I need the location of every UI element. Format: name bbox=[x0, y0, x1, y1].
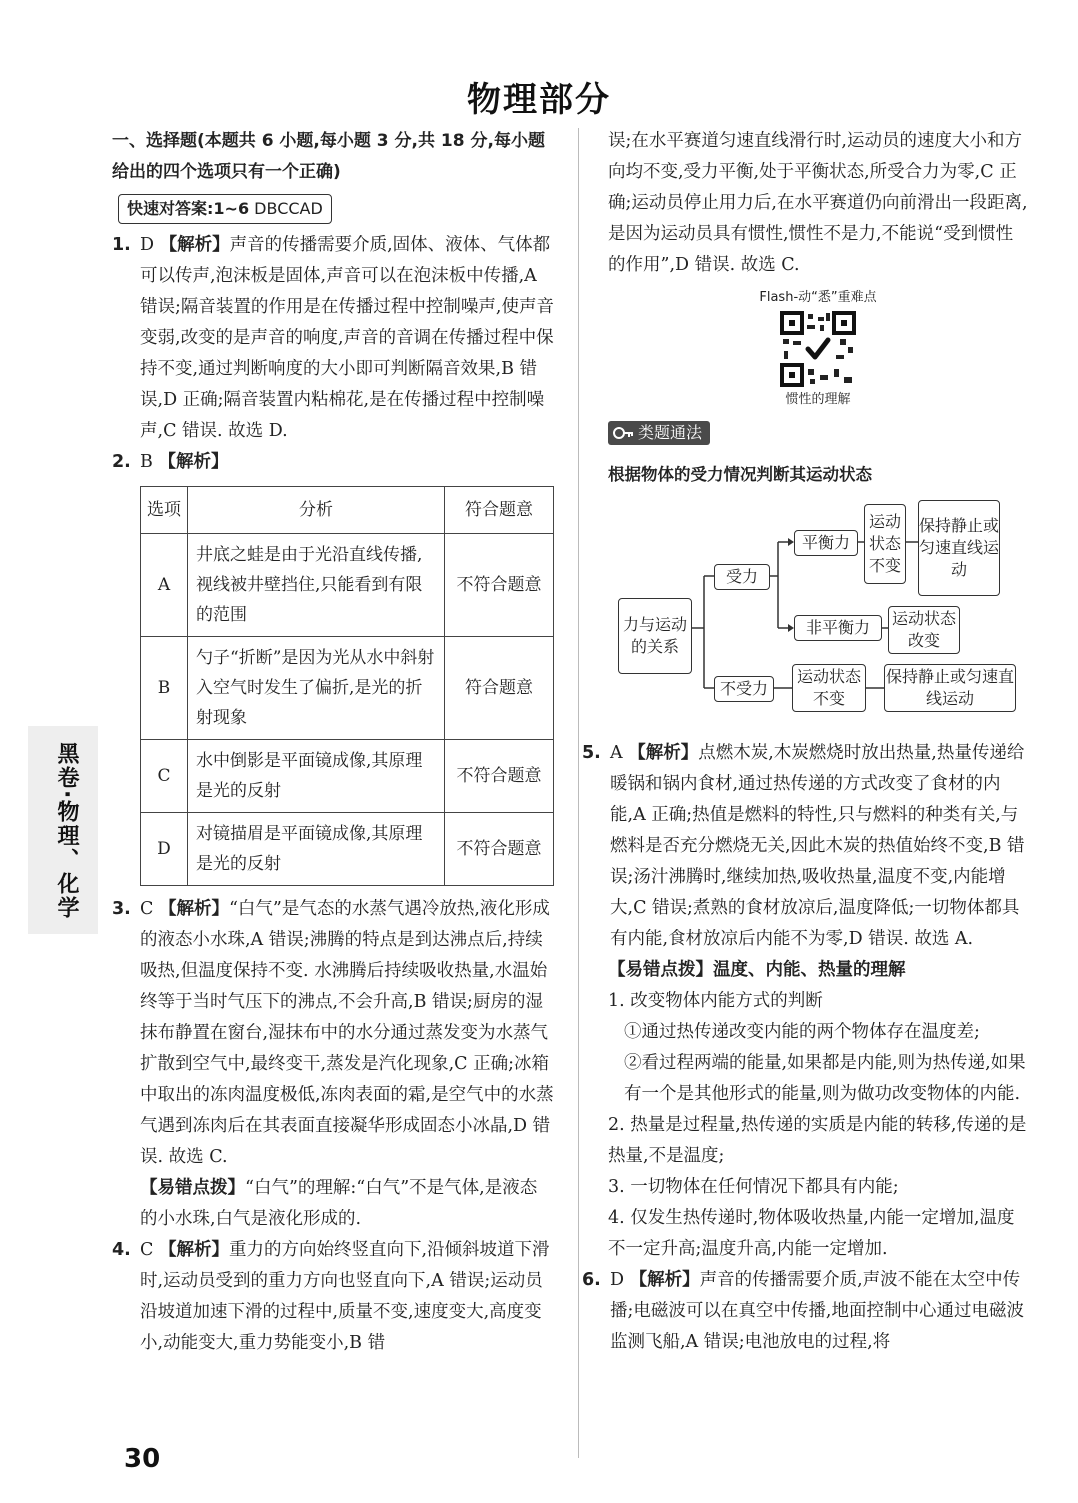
node-unforced-motion: 运动状态不变 bbox=[792, 664, 866, 712]
question-number: 1. bbox=[112, 235, 131, 255]
question-2 bbox=[112, 447, 554, 478]
tip-point: ②看过程两端的能量,如果都是内能,则为热传递,如果有一个是其他形式的能量,则为做功改变物体的内能. bbox=[624, 1053, 1026, 1104]
table-header: 符合题意 bbox=[445, 487, 554, 534]
table-cell: 井底之蛙是由于光沿直线传播,视线被井壁挡住,只能看到有限的范围 bbox=[188, 534, 445, 637]
question-4 bbox=[112, 1235, 554, 1359]
analysis-tag: 【解析】 bbox=[158, 452, 229, 472]
key-icon bbox=[612, 422, 634, 444]
analysis-tag: 【解析】 bbox=[158, 1240, 229, 1260]
node-motion-changed: 运动状态改变 bbox=[888, 606, 960, 654]
node-unforced-keep: 保持静止或匀速直线运动 bbox=[884, 664, 1016, 712]
table-cell: C bbox=[141, 740, 188, 813]
table-row bbox=[141, 534, 554, 637]
force-motion-diagram bbox=[608, 500, 1028, 732]
tip-point: ①通过热传递改变内能的两个物体存在温度差; bbox=[624, 1022, 980, 1042]
tip-title: 温度、内能、热量的理解 bbox=[713, 960, 906, 980]
table-cell: 水中倒影是平面镜成像,其原理是光的反射 bbox=[188, 740, 445, 813]
analysis-tag: 【解析】 bbox=[159, 235, 230, 255]
left-column bbox=[112, 126, 554, 1359]
side-tab-label: 黑卷·物理、化学 bbox=[54, 742, 79, 921]
analysis-text: 声音的传播需要介质,固体、液体、气体都可以传声,泡沫板是固体,声音可以在泡沫板中传播,A 错误;隔音装置的作用是在传播过程中控制噪声,使声音变弱,改变的是声音的响度,声音的音调在传播过程中保持不变,通过判断响度的大小即可判断隔音效果,B 错误,D 正确;隔音装置内粘棉花,是在传播过程中控制噪声,C 错误. 故选 D. bbox=[140, 235, 554, 441]
table-row bbox=[141, 637, 554, 740]
tip-tag: 【易错点拨】 bbox=[608, 960, 713, 980]
analysis-text: “白气”是气态的水蒸气遇冷放热,液化形成的液态小水珠,A 错误;沸腾的特点是到达沸点后,持续吸热,但温度保持不变. 水沸腾后持续吸收热量,水温始终等于当时气压下的沸点,不会升高,B 错误;厨房的湿抹布静置在窗台,湿抹布中的水分通过蒸发变为水蒸气扩散到空气中,最终变干,蒸发是汽化现象,C 正确;冰箱中取出的冻肉温度极低,冻肉表面的霜,是空气中的水蒸气遇到冻肉后在其表面直接凝华形成固态小冰晶,D 错误. 故选 C. bbox=[140, 899, 554, 1167]
analysis-text: 点燃木炭,木炭燃烧时放出热量,热量传递给暖锅和锅内食材,通过热传递的方式改变了食材的内能,A 正确;热值是燃料的特性,只与燃料的种类有关,与燃料是否充分燃烧无关,因此木炭的热值始终不变,B 错误;汤汁沸腾时,继续加热,吸收热量,温度不变,内能增大,C 错误;煮熟的食材放凉后,温度降低;一切物体都具有内能,食材放凉后内能不为零,D 错误. 故选 A. bbox=[610, 743, 1025, 949]
quick-answer-box bbox=[118, 194, 332, 224]
flash-qr-block bbox=[608, 289, 1028, 409]
table-cell: 勺子“折断”是因为光从水中斜射入空气时发生了偏折,是光的折射现象 bbox=[188, 637, 445, 740]
analysis-table bbox=[140, 486, 554, 886]
page-number: 30 bbox=[124, 1444, 161, 1474]
answer-letter: D bbox=[610, 1270, 625, 1290]
node-root: 力与运动的关系 bbox=[618, 598, 692, 674]
table-header: 分析 bbox=[188, 487, 445, 534]
table-header-row bbox=[141, 487, 554, 534]
method-badge bbox=[608, 421, 710, 445]
question-number: 3. bbox=[112, 899, 131, 919]
qr-code-icon[interactable] bbox=[780, 311, 856, 387]
node-keep-still: 保持静止或匀速直线运动 bbox=[918, 500, 1000, 596]
quick-answer-values: DBCCAD bbox=[254, 199, 323, 218]
analysis-text: 重力的方向始终竖直向下,沿倾斜坡道下滑时,运动员受到的重力方向也竖直向下,A 错误;运动员沿坡道加速下滑的过程中,质量不变,速度变大,高度变小,动能变大,重力势能变小,B 错 bbox=[140, 1240, 550, 1353]
column-divider bbox=[578, 128, 579, 1458]
table-cell: 不符合题意 bbox=[445, 740, 554, 813]
tip-point: 1. 改变物体内能方式的判断 bbox=[608, 991, 823, 1011]
analysis-tag: 【解析】 bbox=[628, 743, 699, 763]
answer-letter: C bbox=[140, 1240, 154, 1260]
question-number: 6. bbox=[582, 1270, 601, 1290]
page-title: 物理部分 bbox=[467, 80, 611, 120]
table-header: 选项 bbox=[141, 487, 188, 534]
table-cell: 不符合题意 bbox=[445, 534, 554, 637]
method-title: 根据物体的受力情况判断其运动状态 bbox=[608, 465, 872, 484]
question-1 bbox=[112, 230, 554, 447]
node-unbalanced: 非平衡力 bbox=[794, 615, 882, 641]
analysis-tag: 【解析】 bbox=[158, 899, 229, 919]
quick-answer-label: 快速对答案:1~6 bbox=[127, 199, 250, 218]
right-column bbox=[582, 126, 1028, 1358]
analysis-text: 声音的传播需要介质,声波不能在太空中传播;电磁波可以在真空中传播,地面控制中心通过电磁波监测飞船,A 错误;电池放电的过程,将 bbox=[610, 1270, 1024, 1352]
tip-point: 4. 仅发生热传递时,物体吸收热量,内能一定增加,温度不一定升高;温度升高,内能一定增加. bbox=[608, 1208, 1015, 1259]
tip-point: 2. 热量是过程量,热传递的实质是内能的转移,传递的是热量,不是温度; bbox=[608, 1115, 1027, 1166]
section-heading: 一、选择题(本题共 6 小题,每小题 3 分,共 18 分,每小题给出的四个选项只有一个正确) bbox=[112, 131, 545, 182]
question-number: 5. bbox=[582, 743, 601, 763]
question-5 bbox=[582, 738, 1028, 955]
question-number: 4. bbox=[112, 1240, 131, 1260]
table-cell: 不符合题意 bbox=[445, 813, 554, 886]
tip-text: “白气”的理解:“白气”不是气体,是液态的小水珠,白气是液化形成的. bbox=[140, 1178, 538, 1229]
table-row bbox=[141, 813, 554, 886]
method-badge-label: 类题通法 bbox=[638, 423, 703, 442]
table-cell: B bbox=[141, 637, 188, 740]
answer-letter: C bbox=[140, 899, 154, 919]
table-cell: A bbox=[141, 534, 188, 637]
table-cell: D bbox=[141, 813, 188, 886]
answer-letter: D bbox=[140, 235, 155, 255]
node-forced: 受力 bbox=[714, 564, 770, 590]
error-tip bbox=[608, 955, 1028, 986]
table-cell: 对镜描眉是平面镜成像,其原理是光的反射 bbox=[188, 813, 445, 886]
answer-letter: B bbox=[140, 452, 153, 472]
table-cell: 符合题意 bbox=[445, 637, 554, 740]
tip-point: 3. 一切物体在任何情况下都具有内能; bbox=[608, 1177, 899, 1197]
answer-letter: A bbox=[610, 743, 623, 763]
question-number: 2. bbox=[112, 452, 131, 472]
side-tab bbox=[28, 726, 98, 934]
tip-tag: 【易错点拨】 bbox=[140, 1178, 245, 1198]
analysis-tag: 【解析】 bbox=[629, 1270, 700, 1290]
question-3 bbox=[112, 894, 554, 1173]
question-4-continued: 误;在水平赛道匀速直线滑行时,运动员的速度大小和方向均不变,受力平衡,处于平衡状态,所受合力为零,C 正确;运动员停止用力后,在水平赛道仍向前滑出一段距离,是因为运动员具有惯性,惯性不是力,不能说“受到惯性的作用”,D 错误. 故选 C. bbox=[608, 131, 1028, 275]
flash-label: Flash-动“悉”重难点 bbox=[759, 290, 877, 305]
flash-caption: 惯性的理解 bbox=[785, 392, 851, 407]
node-balanced: 平衡力 bbox=[794, 530, 858, 556]
error-tip bbox=[112, 1173, 554, 1235]
question-6 bbox=[582, 1265, 1028, 1358]
node-motion-unchanged: 运动状态不变 bbox=[864, 504, 906, 584]
table-row bbox=[141, 740, 554, 813]
node-unforced: 不受力 bbox=[714, 676, 774, 702]
